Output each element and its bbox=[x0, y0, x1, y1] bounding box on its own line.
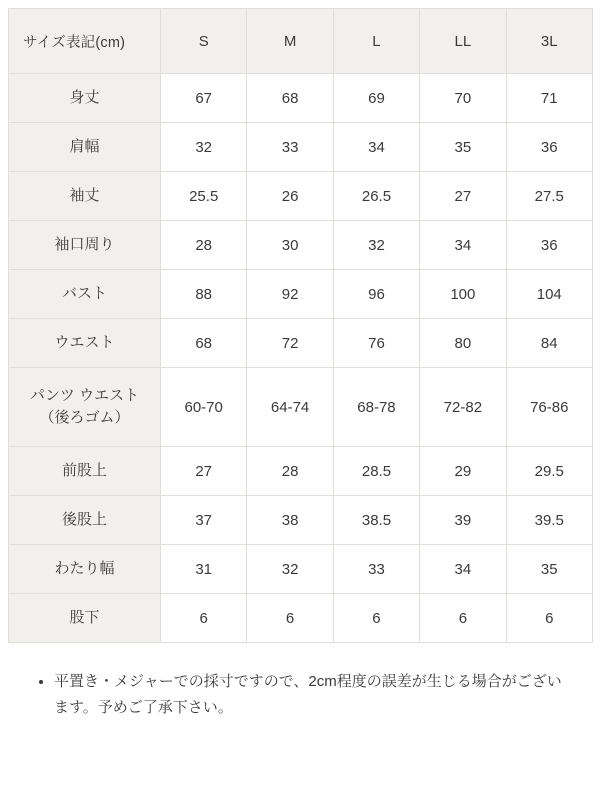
row-label: 身丈 bbox=[9, 74, 161, 123]
table-cell: 76-86 bbox=[506, 368, 592, 447]
table-body bbox=[9, 74, 593, 643]
table-cell: 32 bbox=[333, 221, 419, 270]
row-label: 袖口周り bbox=[9, 221, 161, 270]
table-row bbox=[9, 545, 593, 594]
table-cell: 39 bbox=[420, 496, 506, 545]
table-cell: 104 bbox=[506, 270, 592, 319]
table-cell: 68 bbox=[161, 319, 247, 368]
table-cell: 6 bbox=[247, 594, 333, 643]
table-row bbox=[9, 594, 593, 643]
table-cell: 6 bbox=[420, 594, 506, 643]
notes-section bbox=[8, 669, 592, 722]
table-cell: 29 bbox=[420, 447, 506, 496]
size-table bbox=[8, 8, 593, 643]
table-cell: 31 bbox=[161, 545, 247, 594]
row-label: 股下 bbox=[9, 594, 161, 643]
table-cell: 80 bbox=[420, 319, 506, 368]
table-cell: 6 bbox=[333, 594, 419, 643]
table-cell: 27.5 bbox=[506, 172, 592, 221]
table-cell: 100 bbox=[420, 270, 506, 319]
table-cell: 27 bbox=[420, 172, 506, 221]
table-head bbox=[9, 9, 593, 74]
row-label: バスト bbox=[9, 270, 161, 319]
table-cell: 6 bbox=[506, 594, 592, 643]
column-header-3l: 3L bbox=[506, 9, 592, 74]
table-cell: 72 bbox=[247, 319, 333, 368]
table-cell: 96 bbox=[333, 270, 419, 319]
row-label: ウエスト bbox=[9, 319, 161, 368]
table-cell: 39.5 bbox=[506, 496, 592, 545]
table-cell: 64-74 bbox=[247, 368, 333, 447]
table-cell: 68 bbox=[247, 74, 333, 123]
table-cell: 68-78 bbox=[333, 368, 419, 447]
table-cell: 35 bbox=[420, 123, 506, 172]
table-cell: 28 bbox=[247, 447, 333, 496]
column-header-ll: LL bbox=[420, 9, 506, 74]
table-cell: 32 bbox=[247, 545, 333, 594]
table-cell: 33 bbox=[247, 123, 333, 172]
table-cell: 26 bbox=[247, 172, 333, 221]
table-cell: 6 bbox=[161, 594, 247, 643]
table-cell: 60-70 bbox=[161, 368, 247, 447]
note-item: • 平置き・メジャーでの採寸ですので、2cm程度の誤差が生じる場合がございます。予めご了承下さい。 bbox=[54, 669, 576, 722]
table-cell: 92 bbox=[247, 270, 333, 319]
table-row bbox=[9, 270, 593, 319]
table-cell: 35 bbox=[506, 545, 592, 594]
table-cell: 26.5 bbox=[333, 172, 419, 221]
table-cell: 84 bbox=[506, 319, 592, 368]
table-cell: 32 bbox=[161, 123, 247, 172]
table-cell: 88 bbox=[161, 270, 247, 319]
table-cell: 71 bbox=[506, 74, 592, 123]
table-cell: 76 bbox=[333, 319, 419, 368]
table-cell: 72-82 bbox=[420, 368, 506, 447]
table-cell: 37 bbox=[161, 496, 247, 545]
table-cell: 28 bbox=[161, 221, 247, 270]
row-label: 袖丈 bbox=[9, 172, 161, 221]
table-row bbox=[9, 221, 593, 270]
notes-list bbox=[34, 669, 576, 722]
row-label: わたり幅 bbox=[9, 545, 161, 594]
column-header-l: L bbox=[333, 9, 419, 74]
table-row bbox=[9, 74, 593, 123]
table-header-row bbox=[9, 9, 593, 74]
table-cell: 30 bbox=[247, 221, 333, 270]
table-row bbox=[9, 447, 593, 496]
table-cell: 38 bbox=[247, 496, 333, 545]
row-label: 後股上 bbox=[9, 496, 161, 545]
table-row bbox=[9, 496, 593, 545]
table-cell: 67 bbox=[161, 74, 247, 123]
row-label: パンツ ウエスト （後ろゴム） bbox=[9, 368, 161, 447]
table-cell: 28.5 bbox=[333, 447, 419, 496]
table-corner-label: サイズ表記(cm) bbox=[9, 9, 161, 74]
table-cell: 34 bbox=[420, 221, 506, 270]
table-cell: 25.5 bbox=[161, 172, 247, 221]
table-cell: 36 bbox=[506, 221, 592, 270]
table-cell: 29.5 bbox=[506, 447, 592, 496]
table-cell: 36 bbox=[506, 123, 592, 172]
row-label: 肩幅 bbox=[9, 123, 161, 172]
column-header-m: M bbox=[247, 9, 333, 74]
table-cell: 34 bbox=[333, 123, 419, 172]
table-row bbox=[9, 123, 593, 172]
row-label: 前股上 bbox=[9, 447, 161, 496]
column-header-s: S bbox=[161, 9, 247, 74]
table-row bbox=[9, 368, 593, 447]
table-cell: 27 bbox=[161, 447, 247, 496]
table-cell: 38.5 bbox=[333, 496, 419, 545]
table-cell: 70 bbox=[420, 74, 506, 123]
table-row bbox=[9, 319, 593, 368]
table-cell: 69 bbox=[333, 74, 419, 123]
table-cell: 34 bbox=[420, 545, 506, 594]
table-cell: 33 bbox=[333, 545, 419, 594]
table-row bbox=[9, 172, 593, 221]
